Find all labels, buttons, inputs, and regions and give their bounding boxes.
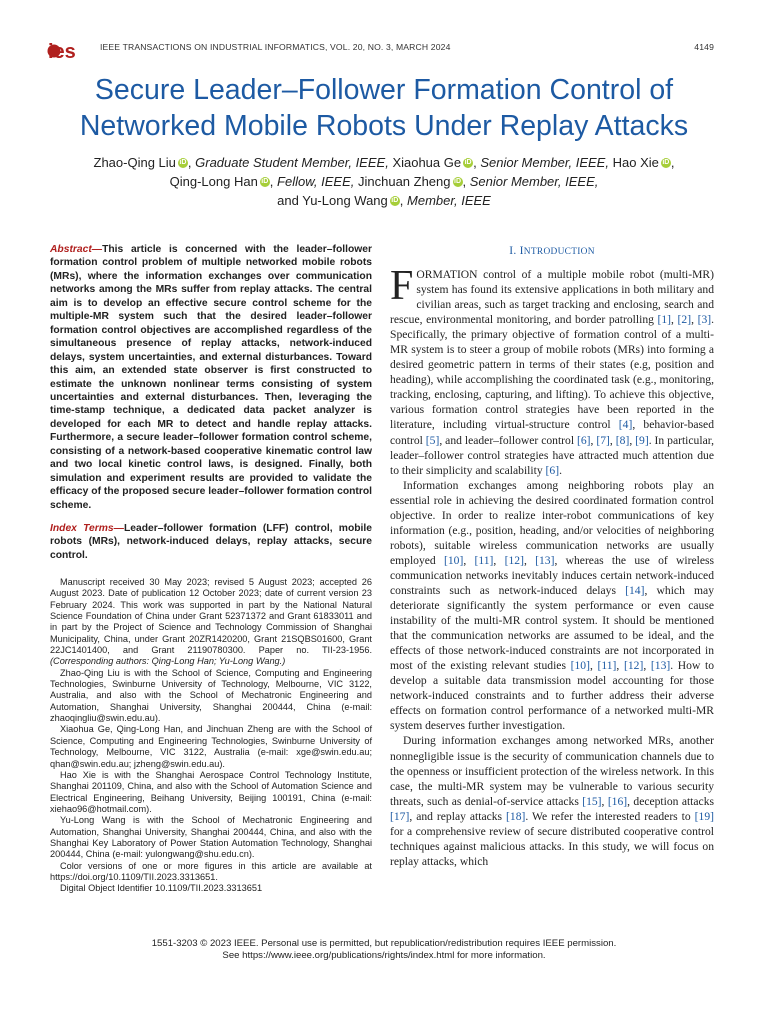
ies-logo-text: ies [48, 41, 76, 62]
ies-logo [46, 38, 88, 62]
author-name: Xiaohua Ge [392, 155, 462, 170]
footnote-affiliation: Hao Xie is with the Shanghai Aerospace Control Technology Institute, Shanghai 201109, China, and also with the School of Automation Science and Electrical Engineering, Beihang University, Beijing 100191, China (e-mail: xiehao96@hotmail.com). [50, 769, 372, 814]
citation-link[interactable]: [13] [650, 659, 671, 673]
author-role: Member, IEEE [407, 193, 491, 208]
citation-link[interactable]: [4] [618, 418, 633, 432]
citation-link[interactable]: [5] [425, 433, 440, 447]
drop-cap: F [390, 263, 414, 309]
footnote-color-versions: Color versions of one or more figures in this article are available at https://doi.org/10.1109/TII.2023.3313651. [50, 860, 372, 882]
footnote-affiliation: Yu-Long Wang is with the School of Mechatronic Engineering and Automation, Shanghai University, Shanghai 200444, China, and also with the Shanghai Key Laboratory of Power Station Automation Technology, Shanghai 200444, China (e-mail: yulongwang@shu.edu.cn). [50, 815, 372, 860]
citation-link[interactable]: [11] [474, 553, 494, 567]
author-name: Zhao-Qing Liu [93, 155, 176, 170]
citation-link[interactable]: [7] [596, 433, 610, 447]
footnote-affiliation: Zhao-Qing Liu is with the School of Science, Computing and Engineering Technologies, Swinburne University of Technology, Melbourne, VIC 3122, Australia, and also with the School of Mechatronic Engineering and Automation, Shanghai University, Shanghai 200444, China (e-mail: zhaoqingliu@swin.edu.au). [50, 667, 372, 724]
citation-link[interactable]: [9] [635, 433, 649, 447]
author-role: Fellow, IEEE, [277, 174, 355, 189]
author-line-2: Qing-Long Han iD , Fellow, IEEE, Jinchuan Zheng iD , Senior Member, IEEE, [169, 174, 599, 189]
author-name: Qing-Long Han [169, 174, 258, 189]
footnote-affiliation: Xiaohua Ge, Qing-Long Han, and Jinchuan Zheng are with the School of Science, Computing and Engineering Technologies, Swinburne University of Technology, Melbourne, VIC 3122, Australia (e-mail: xge@swin.edu.au; qhan@swin.edu.au; jzheng@swin.edu.au). [50, 724, 372, 769]
journal-name: IEEE TRANSACTIONS ON INDUSTRIAL INFORMATICS, VOL. 20, NO. 3, MARCH 2024 [100, 42, 451, 52]
introduction-body [390, 263, 715, 869]
orcid-icon[interactable]: iD [261, 178, 269, 185]
page-number: 4149 [694, 42, 714, 52]
author-line-3: and Yu-Long Wang iD , Member, IEEE [277, 193, 491, 208]
footnotes [50, 577, 372, 895]
citation-link[interactable]: [12] [624, 659, 644, 673]
orcid-icon[interactable]: iD [179, 159, 187, 166]
citation-link[interactable]: [2] [677, 313, 692, 327]
citation-link[interactable]: [11] [597, 659, 617, 673]
copyright-footer [50, 938, 718, 962]
abstract-text: This article is concerned with the leader–follower formation control problem of multiple networked mobile robots (MRs), where the information exchanges over communication networks among the MRs suffer from replay attacks. The central aim is to develop an effective secure control scheme for the multiple-MR system such that the desired leader–follower formation control objectives are accomplished regardless of the simultaneous presence of replay attacks, network-induced delays, system uncertainties, and external disturbances. Toward this aim, an extended state observer is first constructed to estimate the unknown nonlinear terms consisting of system uncertainties and external disturbances. Then, leveraging the time-stamp technique, a dedicated data packet analyzer is developed for each MR to detect and handle replay attacks. Furthermore, a secure leader–follower formation control scheme, consisting of a network-based cooperative kinematic control law and two local kinetic control laws, is designed. Finally, both simulation and experiment results are provided to validate the efficacy of the proposed secure leader–follower formation control scheme. [50, 244, 372, 511]
citation-link[interactable]: [15] [582, 794, 602, 808]
citation-link[interactable]: [6] [545, 463, 560, 477]
paragraph: During information exchanges among networked MRs, another nonnegligible issue is the security of communication channels due to the openness or insufficient protection of the wireless network. In this case, the multi-MR system may be vulnerable to various security threats, such as denial-of-service attacks [15], [16], deception attacks [17], and replay attacks [18]. We refer the interested readers to [19] for a comprehensive review of secure distributed cooperative control techniques against malicious attacks. In this study, we will focus on replay attacks, which [390, 734, 715, 868]
citation-link[interactable]: [17] [390, 809, 410, 823]
citation-link[interactable]: [6] [577, 433, 591, 447]
citation-link[interactable]: [3] [697, 313, 712, 327]
index-terms [50, 522, 372, 562]
orcid-icon[interactable]: iD [662, 159, 670, 166]
index-terms-label: Index Terms— [50, 523, 124, 534]
author-role: Senior Member, IEEE, [480, 155, 609, 170]
footnote-doi: Digital Object Identifier 10.1109/TII.2023.3313651 [60, 883, 263, 894]
citation-link[interactable]: [1] [657, 313, 672, 327]
title-line-2: Networked Mobile Robots Under Replay Attacks [79, 110, 689, 142]
author-role: Senior Member, IEEE, [469, 174, 599, 189]
citation-link[interactable]: [12] [504, 553, 524, 567]
author-list [40, 153, 728, 210]
orcid-icon[interactable]: iD [391, 197, 399, 204]
running-header [100, 42, 714, 52]
citation-link[interactable]: [10] [444, 553, 464, 567]
paragraph: FORMATION control of a multiple mobile robot (multi-MR) system has found its extensive applications in both military and civilian areas, such as target tracking and enclosing, search and rescue, environmental monitoring, and border patrolling [1], [2], [3]. Specifically, the primary objective of formation control of a multi-MR system is to steer a group of mobile robots (MRs) into forming a desired geometric pattern in terms of their states (e.g, position and heading), while accomplishing the coordinated task (e.g., monitoring, tracking, enclosing, capturing, and lifting). To achieve this objective, various formation control strategies have been reported in the literature, including virtual-structure control [4], behavior-based control [5], and leader–follower control [6], [7], [8], [9]. In particular, leader–follower control strategies have attracted much attention due to their simplicity and scalability [6]. [390, 263, 715, 477]
author-name: Jinchuan Zheng [357, 174, 451, 189]
section-heading: I. INTRODUCTION [509, 245, 595, 257]
author-name: Hao Xie [612, 155, 659, 170]
citation-link[interactable]: [10] [570, 659, 590, 673]
copyright-line: 1551-3203 © 2023 IEEE. Personal use is permitted, but republication/redistribution requires IEEE permission. [151, 938, 617, 949]
citation-link[interactable]: [8] [615, 433, 630, 447]
citation-link[interactable]: [18] [506, 809, 526, 823]
citation-link[interactable]: [14] [625, 583, 645, 597]
abstract-label: Abstract— [50, 244, 103, 255]
citation-link[interactable]: [19] [694, 809, 714, 823]
orcid-icon[interactable]: iD [464, 159, 472, 166]
author-name: Yu-Long Wang [302, 193, 388, 208]
title-line-1: Secure Leader–Follower Formation Control of [94, 74, 674, 106]
citation-link[interactable]: [16] [607, 794, 628, 808]
abstract [50, 243, 372, 512]
paper-title [30, 72, 738, 144]
author-line-1: Zhao-Qing Liu iD , Graduate Student Member, IEEE, Xiaohua Ge iD , Senior Member, IEEE, Hao Xie iD , [93, 155, 675, 170]
author-role: Graduate Student Member, IEEE, [195, 155, 389, 170]
orcid-icon[interactable]: iD [454, 178, 461, 185]
paragraph: Information exchanges among neighboring robots play an essential role in achieving the desired coordinated formation control objective. In order to realize inter-robot communications of key information (e.g., position, heading, and/or velocities of neighboring robots), suitable wireless communication networks are usually employed [10], [11], [12], [13], whereas the use of wireless communication networks inevitably induces certain network-induced constraints such as network-induced delays [14], which may deteriorate significantly the system performance or even cause instability of the multi-MR control system. It should be mentioned that the communication networks are assumed to be ideal, and the effects of those network-induced constraints are not incorporated in most of the existing relevant studies [10], [11], [12], [13]. How to develop a suitable data transmission model accounting for those network-induced constraints and to further address their adverse effects on formation control performance of a networked multi-MR system deserves further investigation. [390, 478, 715, 733]
index-terms-text: Leader–follower formation (LFF) control, mobile robots (MRs), network-induced delays, replay attacks, secure control. [50, 523, 372, 561]
rights-link-line: See https://www.ieee.org/publications/rights/index.html for more information. [222, 950, 546, 961]
citation-link[interactable]: [13] [535, 553, 555, 567]
footnote-manuscript: Manuscript received 30 May 2023; revised 5 August 2023; accepted 26 August 2023. Date of publication 12 October 2023; date of current version 23 February 2024. This work was supported in part by the National Natural Science Foundation of China under Grant 52371372 and Grant 61833011 and in part by the Project of Science and Technology Commission of Shanghai Municipality, China, under Grant 20ZR1420200, Grant 21SQBS01600, Grant 22JC1401400, and Grant 21190780300. Paper no. TII-23-1956. (Corresponding authors: Qing-Long Han; Yu-Long Wang.) [50, 577, 372, 667]
